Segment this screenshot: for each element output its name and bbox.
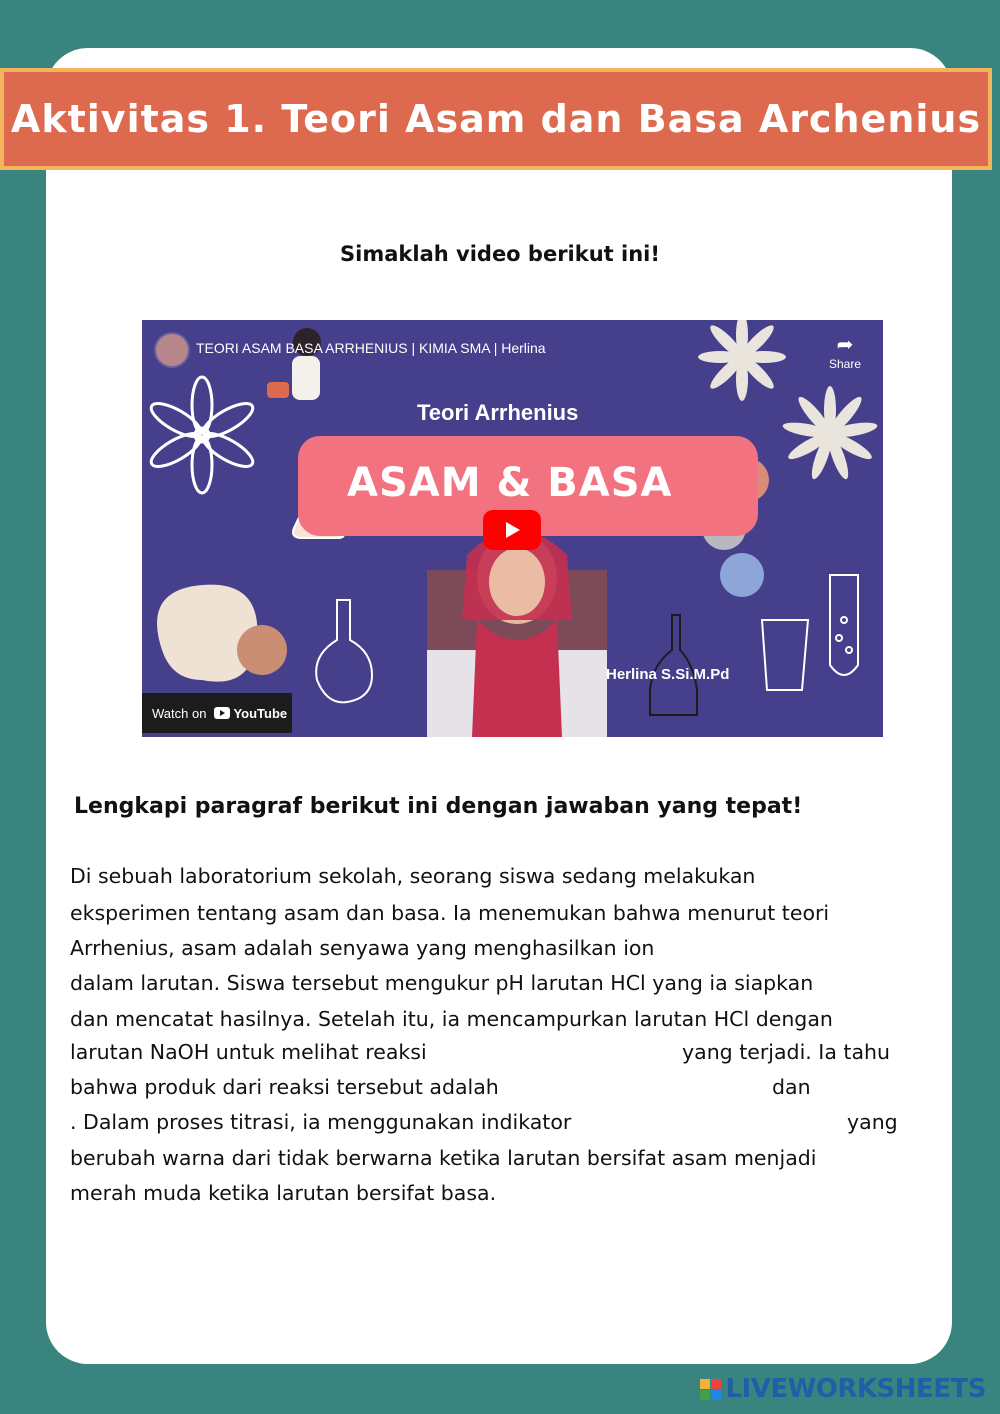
paragraph-line: bahwa produk dari reaksi tersebut adalah (70, 1075, 499, 1099)
video-subtitle: Teori Arrhenius (417, 400, 579, 425)
scientist-illustration-icon (267, 328, 321, 400)
video-author: Herlina S.Si.M.Pd (606, 666, 730, 683)
paragraph-line: Di sebuah laboratorium sekolah, seorang siswa sedang melakukan (70, 864, 756, 888)
paragraph-line: dan mencatat hasilnya. Setelah itu, ia mencampurkan larutan HCl dengan (70, 1007, 833, 1031)
flower-left-icon (147, 377, 257, 493)
paragraph-line: eksperimen tentang asam dan basa. Ia menemukan bahwa menurut teori (70, 901, 830, 925)
watch-on-label: Watch on (152, 705, 207, 721)
video-instruction: Simaklah video berikut ini! (340, 242, 660, 266)
video-title[interactable]: TEORI ASAM BASA ARRHENIUS | KIMIA SMA | Herlina (196, 340, 546, 356)
presenter-photo-icon (427, 530, 607, 737)
channel-avatar[interactable] (154, 332, 190, 368)
youtube-icon (214, 707, 230, 719)
round-flask-icon (316, 600, 372, 702)
test-tube-icon (830, 575, 858, 675)
flower-right-icon (782, 386, 879, 481)
paragraph-line: merah muda ketika larutan bersifat basa. (70, 1181, 497, 1205)
share-button[interactable] (829, 332, 861, 371)
paragraph-line: Arrhenius, asam adalah senyawa yang menghasilkan ion (70, 936, 655, 960)
liveworksheets-icon (700, 1379, 721, 1400)
brand-name: LIVEWORKSHEETS (725, 1374, 986, 1404)
beaker-icon (762, 620, 808, 690)
flower-top-right-icon (698, 320, 786, 401)
paragraph-line: . Dalam proses titrasi, ia menggunakan indikator (70, 1110, 572, 1134)
play-button[interactable] (483, 510, 541, 550)
deco-blob-icon (157, 585, 257, 682)
deco-circle-icon (237, 625, 287, 675)
paragraph-line: dalam larutan. Siswa tersebut mengukur pH larutan HCl yang ia siapkan (70, 971, 814, 995)
liveworksheets-logo (700, 1374, 986, 1404)
page-title: Aktivitas 1. Teori Asam dan Basa Archenius (10, 97, 982, 141)
paragraph-instruction: Lengkapi paragraf berikut ini dengan jawaban yang tepat! (74, 794, 803, 819)
title-banner (0, 68, 992, 170)
paragraph-line: berubah warna dari tidak berwarna ketika larutan bersifat asam menjadi (70, 1146, 817, 1170)
youtube-label: YouTube (233, 705, 288, 721)
bottle-icon (650, 615, 697, 715)
paragraph-line: larutan NaOH untuk melihat reaksi (70, 1040, 427, 1064)
youtube-video-embed[interactable] (142, 320, 883, 737)
deco-circle-icon (720, 553, 764, 597)
paragraph-line: yang (847, 1110, 898, 1134)
paragraph-line: dan (772, 1075, 811, 1099)
watch-on-youtube-button[interactable] (142, 693, 292, 733)
paragraph-line: yang terjadi. Ia tahu (682, 1040, 891, 1064)
video-headline: ASAM & BASA (347, 460, 673, 506)
share-icon: ➦ (836, 334, 854, 356)
share-label: Share (828, 357, 861, 371)
